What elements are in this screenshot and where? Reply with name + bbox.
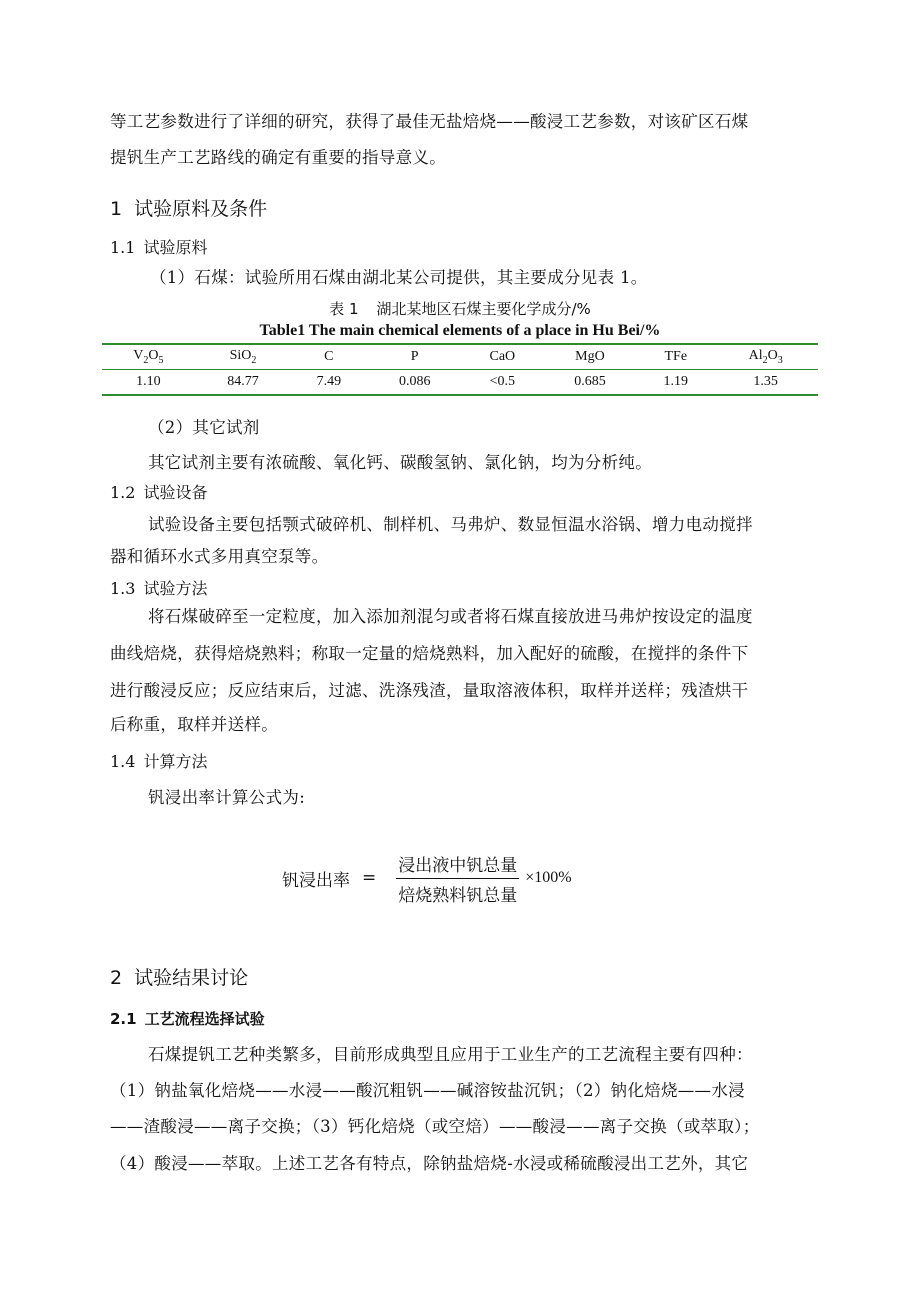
leaching-rate-formula — [282, 848, 572, 908]
header-cao: CaO — [489, 349, 516, 364]
reagents-title: （2）其它试剂 — [148, 418, 260, 437]
header-tfe: TFe — [664, 349, 688, 364]
section-2-1-heading — [110, 1008, 265, 1030]
method-line-1: 将石煤破碎至一定粒度，加入添加剂混匀或者将石煤直接放进马弗炉按设定的温度 — [148, 607, 753, 626]
process-line-4: （4）酸浸——萃取。上述工艺各有特点，除钠盐焙烧-水浸或稀硫酸浸出工艺外，其它 — [110, 1154, 749, 1173]
method-line-3: 进行酸浸反应；反应结束后，过滤、洗涤残渣，量取溶液体积，取样并送样；残渣烘干 — [110, 681, 749, 700]
section-1-2-heading — [110, 482, 207, 504]
value-sio2: 84.77 — [227, 374, 259, 389]
equipment-line-2: 器和循环水式多用真空泵等。 — [110, 547, 329, 566]
section-1-1-heading — [110, 237, 207, 259]
section-1-3-number: 1.3 — [110, 579, 136, 598]
header-al2o3: $Al_2O_3$ — [748, 348, 783, 366]
chemical-composition-table — [102, 343, 818, 396]
value-cao: <0.5 — [489, 374, 516, 389]
section-2-1-number: 2.1 — [110, 1010, 137, 1028]
section-1-3-heading — [110, 578, 207, 600]
section-2-heading — [110, 965, 248, 991]
section-1-2-title: 试验设备 — [143, 483, 208, 502]
calculation-paragraph: 钒浸出率计算公式为: — [148, 788, 306, 807]
header-c: C — [324, 349, 334, 364]
section-1-1-title: 试验原料 — [143, 238, 208, 257]
section-1-2-number: 1.2 — [110, 483, 136, 502]
method-line-4: 后称重，取样并送样。 — [110, 715, 278, 734]
section-1-title: 试验原料及条件 — [134, 198, 268, 220]
formula-fraction — [396, 851, 519, 906]
header-v2o5: $V_2O_5$ — [133, 348, 164, 366]
method-line-2: 曲线焙烧，获得焙烧熟料；称取一定量的焙烧熟料，加入配好的硫酸，在搅拌的条件下 — [110, 644, 749, 663]
section-1-1-number: 1.1 — [110, 238, 136, 257]
formula-numerator: 浸出液中钒总量 — [396, 851, 519, 879]
raw-material-paragraph: （1）石煤：试验所用石煤由湖北某公司提供，其主要成分见表 1。 — [150, 268, 648, 287]
section-2-title: 试验结果讨论 — [134, 967, 249, 989]
section-1-4-number: 1.4 — [110, 752, 136, 771]
table-row — [102, 370, 818, 396]
table-header-row — [102, 344, 818, 370]
process-line-1: 石煤提钒工艺种类繁多，目前形成典型且应用于工业生产的工艺流程主要有四种： — [148, 1045, 753, 1064]
table-caption-label: 表 1 — [329, 300, 359, 318]
intro-line-1: 等工艺参数进行了详细的研究，获得了最佳无盐焙烧——酸浸工艺参数，对该矿区石煤 — [110, 112, 749, 131]
section-2-number: 2 — [110, 967, 123, 989]
formula-denominator: 焙烧熟料钒总量 — [398, 885, 518, 906]
value-al2o3: 1.35 — [753, 374, 778, 389]
section-1-4-heading — [110, 751, 207, 773]
table-caption-en: Table1 The main chemical elements of a place in Hu Bei/% — [259, 322, 661, 339]
section-1-heading — [110, 196, 267, 222]
formula-equals: = — [362, 868, 377, 888]
header-mgo: MgO — [575, 349, 605, 364]
formula-factor: ×100% — [525, 869, 572, 886]
table-caption-title: 湖北某地区石煤主要化学成分/% — [376, 300, 591, 318]
header-sio2: SiO$_2$ — [229, 348, 257, 366]
header-p: P — [410, 349, 419, 364]
section-1-number: 1 — [110, 198, 123, 220]
intro-line-2: 提钒生产工艺路线的确定有重要的指导意义。 — [110, 148, 446, 167]
reagents-paragraph: 其它试剂主要有浓硫酸、氧化钙、碳酸氢钠、氯化钠，均为分析纯。 — [148, 453, 652, 472]
equipment-line-1: 试验设备主要包括颚式破碎机、制样机、马弗炉、数显恒温水浴锅、增力电动搅拌 — [148, 515, 753, 534]
section-1-3-title: 试验方法 — [143, 579, 208, 598]
section-2-1-title: 工艺流程选择试验 — [144, 1010, 265, 1028]
formula-lhs: 钒浸出率 — [282, 870, 350, 891]
value-mgo: 0.685 — [574, 374, 606, 389]
section-1-4-title: 计算方法 — [143, 752, 208, 771]
process-line-3: ——渣酸浸——离子交换；（3）钙化焙烧（或空焙）——酸浸——离子交换（或萃取）； — [110, 1117, 760, 1136]
table-caption-cn — [0, 298, 920, 320]
process-line-2: （1）钠盐氧化焙烧——水浸——酸沉粗钒——碱溶铵盐沉钒；（2）钠化焙烧——水浸 — [110, 1081, 745, 1100]
value-v2o5: 1.10 — [136, 374, 161, 389]
value-p: 0.086 — [398, 374, 431, 389]
value-tfe: 1.19 — [663, 374, 689, 389]
value-c: 7.49 — [316, 374, 342, 389]
